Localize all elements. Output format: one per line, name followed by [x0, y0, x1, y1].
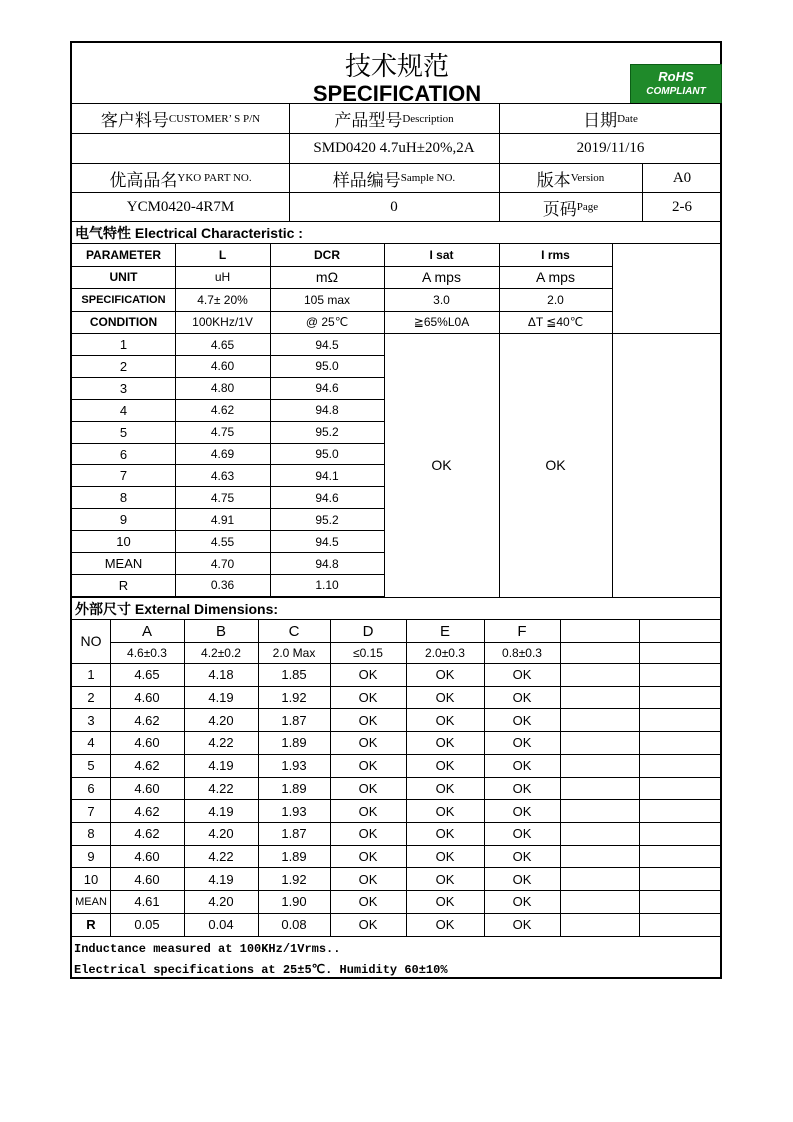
parameter-cell: I sat — [429, 247, 454, 262]
dimension-value: OK — [512, 758, 532, 774]
dimension-value: 4.19 — [208, 690, 234, 706]
dimension-value: OK — [358, 780, 378, 796]
dimension-value: 4.61 — [134, 894, 160, 910]
dimension-value: 4.62 — [134, 712, 160, 728]
parameter-cell: DCR — [314, 247, 340, 262]
dimension-value: OK — [512, 690, 532, 706]
sample-number: 4 — [87, 735, 95, 751]
dimension-value: 0.08 — [281, 917, 307, 933]
dimension-value: OK — [435, 690, 455, 706]
unit-row-label: UNIT — [109, 270, 138, 285]
dcr-value: 94.6 — [315, 490, 339, 505]
dimension-value: OK — [435, 780, 455, 796]
dimension-value: 1.93 — [281, 758, 307, 774]
dimension-value: 1.93 — [281, 803, 307, 819]
sample-number: 2 — [87, 690, 95, 706]
dimension-value: OK — [358, 712, 378, 728]
unit-cell: uH — [214, 270, 231, 285]
sample-number: 6 — [87, 780, 95, 796]
sample-number: 3 — [87, 712, 95, 728]
dimension-value: 4.19 — [208, 758, 234, 774]
dimension-value: OK — [435, 735, 455, 751]
dimension-a-spec: 4.6±0.3 — [127, 646, 167, 660]
condition-cell: 100KHz/1V — [192, 315, 253, 330]
sample-number: 3 — [119, 380, 128, 396]
sample-number: MEAN — [75, 895, 107, 908]
dimension-value: 4.60 — [134, 780, 160, 796]
sample-number: R — [118, 577, 129, 593]
parameter-row-label: PARAMETER — [85, 247, 162, 262]
sample-number: 9 — [87, 848, 95, 864]
dimension-value: OK — [358, 735, 378, 751]
dimension-value: OK — [435, 894, 455, 910]
specification-cell: 2.0 — [547, 292, 564, 307]
dimension-value: 1.92 — [281, 871, 307, 887]
dimension-value: 4.18 — [208, 667, 234, 683]
dimension-value: OK — [358, 667, 378, 683]
dimension-value: OK — [512, 803, 532, 819]
sample-no-label: 样品编号 Sample NO. — [332, 170, 456, 190]
dcr-value: 1.10 — [315, 578, 339, 593]
dimension-value: 4.22 — [208, 780, 234, 796]
dimension-value: 1.92 — [281, 690, 307, 706]
note-inductance: Inductance measured at 100KHz/1Vrms.. — [74, 942, 341, 956]
inductance-value: 4.65 — [210, 337, 235, 352]
sample-number: 10 — [83, 871, 99, 887]
specification-cell: 4.7± 20% — [197, 292, 248, 307]
sample-number: 1 — [119, 337, 128, 352]
rohs-compliant-badge — [630, 64, 722, 104]
sample-number: 5 — [87, 758, 95, 774]
electrical-heading: 电气特性 Electrical Characteristic : — [75, 224, 303, 241]
dimension-value: OK — [358, 894, 378, 910]
inductance-value: 4.70 — [210, 556, 235, 571]
title-chinese: 技术规范 — [344, 50, 449, 81]
rohs-label: RoHS — [658, 69, 694, 84]
condition-cell: @ 25℃ — [305, 315, 349, 330]
dimension-value: OK — [512, 712, 532, 728]
dimension-value: OK — [358, 848, 378, 864]
page-label: 页码 Page — [542, 199, 599, 219]
inductance-value: 4.80 — [210, 381, 235, 396]
dimension-value: OK — [358, 917, 378, 933]
dcr-value: 94.8 — [315, 403, 339, 418]
dimension-value: OK — [512, 826, 532, 842]
inductance-value: 4.55 — [210, 534, 235, 549]
unit-cell: A mps — [536, 269, 575, 286]
condition-row-label: CONDITION — [89, 315, 158, 330]
dimension-value: 4.20 — [208, 712, 234, 728]
dcr-value: 95.2 — [315, 512, 339, 527]
parameter-cell: L — [218, 247, 227, 262]
unit-cell: mΩ — [315, 269, 339, 286]
description-value: SMD0420 4.7uH±20%,2A — [313, 140, 475, 156]
sample-number: 7 — [119, 468, 128, 484]
dimension-value: OK — [435, 667, 455, 683]
dimension-value: OK — [435, 758, 455, 774]
sample-number: 1 — [87, 667, 95, 683]
part-no-label: 优高品名 YKO PART NO. — [109, 170, 252, 190]
dimension-value: OK — [512, 848, 532, 864]
dimensions-heading: 外部尺寸 External Dimensions: — [75, 600, 279, 617]
dimension-value: 1.90 — [281, 894, 307, 910]
dimension-value: OK — [358, 871, 378, 887]
inductance-value: 4.75 — [210, 490, 235, 505]
dimension-value: 4.60 — [134, 848, 160, 864]
dimension-value: OK — [435, 712, 455, 728]
description-label: 产品型号 Description — [334, 111, 454, 130]
dimension-value: OK — [358, 826, 378, 842]
condition-cell: ΔT ≦40℃ — [527, 315, 584, 330]
dimension-d-spec: ≤0.15 — [353, 646, 383, 660]
inductance-value: 4.60 — [210, 359, 235, 374]
dcr-value: 94.8 — [315, 556, 339, 571]
inductance-value: 4.75 — [210, 425, 235, 440]
customer-pn-label: 客户料号 CUSTOMER’ S P/N — [100, 111, 261, 130]
date-value: 2019/11/16 — [576, 140, 645, 156]
specification-sheet — [70, 41, 722, 979]
specification-row-label: SPECIFICATION — [81, 293, 166, 306]
date-label: 日期 Date — [583, 111, 638, 130]
version-value: A0 — [672, 169, 692, 186]
dimension-value: OK — [358, 758, 378, 774]
sample-number: 8 — [119, 490, 128, 506]
dimension-value: OK — [435, 871, 455, 887]
sample-number: 9 — [119, 512, 128, 528]
dimension-value: 4.62 — [134, 758, 160, 774]
dimension-value: 4.20 — [208, 894, 234, 910]
sample-number: 5 — [119, 424, 128, 440]
inductance-value: 4.91 — [210, 512, 235, 527]
dimension-e-header: E — [439, 622, 450, 640]
dimension-value: 4.65 — [134, 667, 160, 683]
dimension-f-spec: 0.8±0.3 — [502, 646, 542, 660]
unit-cell: A mps — [422, 269, 461, 286]
dcr-value: 95.2 — [315, 425, 339, 440]
dimension-value: OK — [435, 848, 455, 864]
part-no-value: YCM0420-4R7M — [126, 198, 235, 215]
dimension-value: 4.19 — [208, 871, 234, 887]
dcr-value: 94.1 — [315, 468, 339, 483]
no-header: NO — [80, 633, 102, 649]
condition-cell: ≧65%L0A — [413, 315, 470, 330]
note-electrical-conditions: Electrical specifications at 25±5℃. Humidity 60±10% — [74, 962, 448, 977]
dimension-value: 4.62 — [134, 826, 160, 842]
dimension-e-spec: 2.0±0.3 — [425, 646, 465, 660]
sample-number: 6 — [119, 446, 128, 462]
dimension-value: OK — [512, 780, 532, 796]
dimension-value: 1.89 — [281, 848, 307, 864]
dimension-value: 4.60 — [134, 690, 160, 706]
dimension-value: 4.60 — [134, 735, 160, 751]
inductance-value: 4.62 — [210, 403, 235, 418]
dimension-value: OK — [435, 803, 455, 819]
inductance-value: 4.69 — [210, 447, 235, 461]
irms-result: OK — [545, 457, 566, 473]
version-label: 版本 Version — [536, 170, 605, 190]
dimension-value: 4.22 — [208, 848, 234, 864]
dcr-value: 95.0 — [315, 359, 339, 374]
specification-cell: 105 max — [303, 292, 351, 307]
dimension-b-header: B — [215, 622, 226, 640]
dimension-value: 4.62 — [134, 803, 160, 819]
isat-result: OK — [431, 457, 452, 473]
sample-number: 8 — [87, 826, 95, 842]
dimension-value: OK — [512, 667, 532, 683]
dimension-value: 0.04 — [208, 917, 234, 933]
dimension-d-header: D — [362, 622, 374, 640]
dimension-value: OK — [512, 735, 532, 751]
dimension-value: 4.22 — [208, 735, 234, 751]
dimension-value: 4.19 — [208, 803, 234, 819]
dimension-value: 1.87 — [281, 712, 307, 728]
dimension-value: 4.20 — [208, 826, 234, 842]
parameter-cell: I rms — [541, 247, 570, 262]
dimension-value: OK — [435, 826, 455, 842]
dimension-value: 1.89 — [281, 735, 307, 751]
dimension-value: OK — [435, 917, 455, 933]
dcr-value: 94.6 — [315, 381, 339, 396]
dimension-f-header: F — [517, 622, 527, 640]
dimension-c-spec: 2.0 Max — [272, 646, 316, 660]
dimension-value: 1.87 — [281, 826, 307, 842]
dimension-value: 1.89 — [281, 780, 307, 796]
dimension-a-header: A — [141, 622, 152, 640]
sample-number: 4 — [119, 402, 128, 418]
dimension-value: 4.60 — [134, 871, 160, 887]
inductance-value: 4.63 — [210, 468, 235, 483]
sample-number: 2 — [119, 358, 128, 374]
dcr-value: 95.0 — [315, 447, 339, 461]
dimension-value: OK — [358, 803, 378, 819]
dimension-b-spec: 4.2±0.2 — [201, 646, 241, 660]
sample-number: R — [86, 917, 96, 933]
compliant-label: COMPLIANT — [646, 86, 706, 97]
dcr-value: 94.5 — [315, 534, 339, 549]
sample-number: 10 — [116, 534, 131, 550]
page-value: 2-6 — [672, 198, 692, 215]
dimension-value: 0.05 — [134, 917, 160, 933]
dimension-value: 1.85 — [281, 667, 307, 683]
dimension-value: OK — [358, 690, 378, 706]
specification-cell: 3.0 — [433, 292, 450, 307]
dimension-value: OK — [512, 894, 532, 910]
sample-number: MEAN — [104, 556, 143, 571]
title-english: SPECIFICATION — [312, 81, 482, 106]
sample-no-value: 0 — [390, 198, 398, 215]
dcr-value: 94.5 — [315, 337, 339, 352]
inductance-value: 0.36 — [210, 578, 235, 593]
dimension-c-header: C — [288, 622, 300, 640]
dimension-value: OK — [512, 871, 532, 887]
dimension-value: OK — [512, 917, 532, 933]
sample-number: 7 — [87, 803, 95, 819]
